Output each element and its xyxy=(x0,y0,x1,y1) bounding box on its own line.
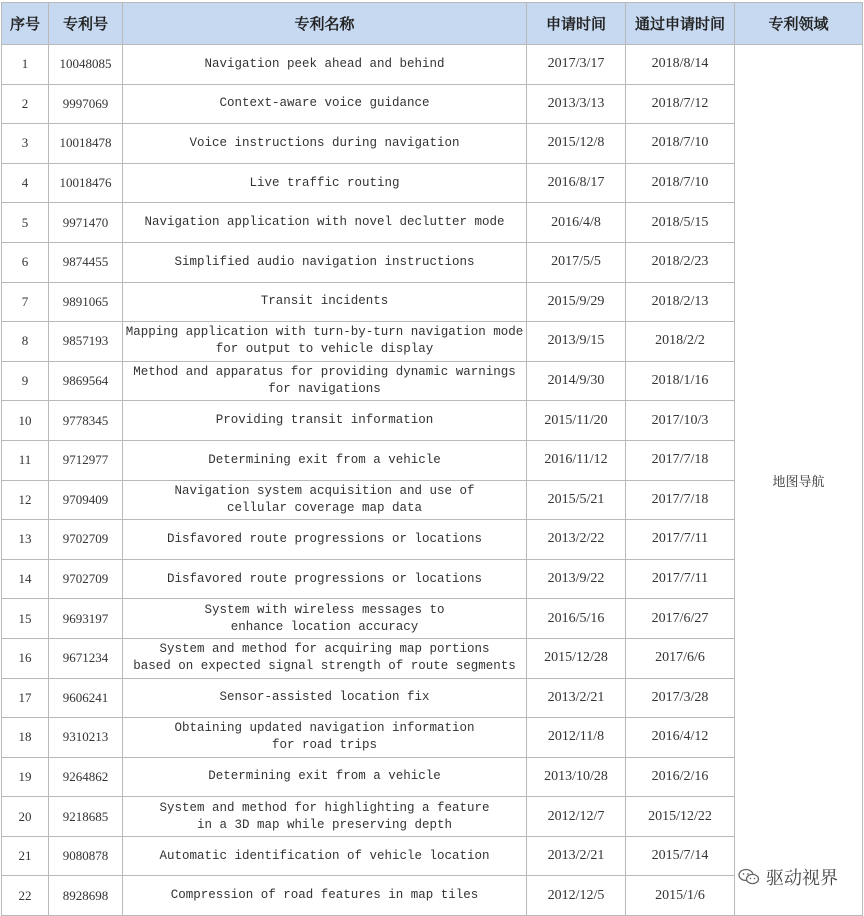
header-patent-name: 专利名称 xyxy=(123,3,527,45)
apply-date: 2015/9/29 xyxy=(527,282,626,322)
header-apply-date: 申请时间 xyxy=(527,3,626,45)
row-index: 2 xyxy=(2,84,49,124)
granted-date: 2018/7/10 xyxy=(626,124,735,164)
patent-number: 9702709 xyxy=(49,559,123,599)
patent-name: Navigation system acquisition and use of cellular coverage map data xyxy=(123,480,527,520)
apply-date: 2012/12/7 xyxy=(527,797,626,837)
granted-date: 2018/5/15 xyxy=(626,203,735,243)
row-index: 1 xyxy=(2,45,49,85)
patent-number: 9606241 xyxy=(49,678,123,718)
granted-date: 2017/6/27 xyxy=(626,599,735,639)
patent-name: System and method for acquiring map portions based on expected signal strength of route segments xyxy=(123,638,527,678)
patent-name: Obtaining updated navigation information for road trips xyxy=(123,718,527,758)
patent-number: 9310213 xyxy=(49,718,123,758)
table-row xyxy=(2,836,863,876)
row-index: 8 xyxy=(2,322,49,362)
patent-name: Simplified audio navigation instructions xyxy=(123,242,527,282)
patent-number: 9891065 xyxy=(49,282,123,322)
granted-date: 2017/7/18 xyxy=(626,440,735,480)
patent-number: 9671234 xyxy=(49,638,123,678)
patent-name: Navigation peek ahead and behind xyxy=(123,45,527,85)
table-row xyxy=(2,757,863,797)
table-row xyxy=(2,599,863,639)
patent-name: Disfavored route progressions or locations xyxy=(123,559,527,599)
patent-number: 9857193 xyxy=(49,322,123,362)
patent-name: Sensor-assisted location fix xyxy=(123,678,527,718)
patent-number: 10018478 xyxy=(49,124,123,164)
patent-number: 9693197 xyxy=(49,599,123,639)
row-index: 12 xyxy=(2,480,49,520)
table-row xyxy=(2,361,863,401)
granted-date: 2017/3/28 xyxy=(626,678,735,718)
table-row xyxy=(2,678,863,718)
table-row xyxy=(2,242,863,282)
patent-number: 9218685 xyxy=(49,797,123,837)
row-index: 19 xyxy=(2,757,49,797)
granted-date: 2018/2/13 xyxy=(626,282,735,322)
granted-date: 2017/7/11 xyxy=(626,520,735,560)
apply-date: 2016/4/8 xyxy=(527,203,626,243)
row-index: 5 xyxy=(2,203,49,243)
table-row xyxy=(2,124,863,164)
patent-name: Live traffic routing xyxy=(123,163,527,203)
patent-number: 10018476 xyxy=(49,163,123,203)
patent-number: 9264862 xyxy=(49,757,123,797)
apply-date: 2015/11/20 xyxy=(527,401,626,441)
granted-date: 2017/6/6 xyxy=(626,638,735,678)
patent-name: Transit incidents xyxy=(123,282,527,322)
row-index: 21 xyxy=(2,836,49,876)
apply-date: 2012/12/5 xyxy=(527,876,626,916)
row-index: 15 xyxy=(2,599,49,639)
header-index: 序号 xyxy=(2,3,49,45)
patent-number: 9869564 xyxy=(49,361,123,401)
patent-name: Method and apparatus for providing dynamic warnings for navigations xyxy=(123,361,527,401)
row-index: 18 xyxy=(2,718,49,758)
apply-date: 2016/8/17 xyxy=(527,163,626,203)
row-index: 3 xyxy=(2,124,49,164)
apply-date: 2017/5/5 xyxy=(527,242,626,282)
table-row xyxy=(2,638,863,678)
table-row xyxy=(2,520,863,560)
apply-date: 2014/9/30 xyxy=(527,361,626,401)
granted-date: 2015/1/6 xyxy=(626,876,735,916)
table-row xyxy=(2,718,863,758)
granted-date: 2018/2/2 xyxy=(626,322,735,362)
granted-date: 2017/7/18 xyxy=(626,480,735,520)
wechat-icon xyxy=(738,868,760,886)
table-row xyxy=(2,203,863,243)
apply-date: 2013/9/22 xyxy=(527,559,626,599)
row-index: 14 xyxy=(2,559,49,599)
patent-name: Determining exit from a vehicle xyxy=(123,757,527,797)
watermark-text: 驱动视界 xyxy=(766,868,838,889)
header-patent-number: 专利号 xyxy=(49,3,123,45)
granted-date: 2017/7/11 xyxy=(626,559,735,599)
patent-name: System with wireless messages to enhance location accuracy xyxy=(123,599,527,639)
granted-date: 2018/7/12 xyxy=(626,84,735,124)
row-index: 10 xyxy=(2,401,49,441)
apply-date: 2017/3/17 xyxy=(527,45,626,85)
apply-date: 2013/2/21 xyxy=(527,836,626,876)
patent-field: 地图导航 xyxy=(735,45,863,916)
table-row xyxy=(2,876,863,916)
row-index: 4 xyxy=(2,163,49,203)
row-index: 22 xyxy=(2,876,49,916)
patent-number: 10048085 xyxy=(49,45,123,85)
granted-date: 2016/4/12 xyxy=(626,718,735,758)
granted-date: 2015/7/14 xyxy=(626,836,735,876)
patent-number: 9971470 xyxy=(49,203,123,243)
granted-date: 2017/10/3 xyxy=(626,401,735,441)
patent-name: Providing transit information xyxy=(123,401,527,441)
patent-name: Voice instructions during navigation xyxy=(123,124,527,164)
patent-name: Compression of road features in map tiles xyxy=(123,876,527,916)
patent-name: Mapping application with turn-by-turn navigation mode for output to vehicle display xyxy=(123,322,527,362)
patent-number: 9874455 xyxy=(49,242,123,282)
table-row xyxy=(2,282,863,322)
granted-date: 2016/2/16 xyxy=(626,757,735,797)
patent-table xyxy=(1,2,863,916)
header-field: 专利领域 xyxy=(735,3,863,45)
row-index: 16 xyxy=(2,638,49,678)
apply-date: 2013/2/21 xyxy=(527,678,626,718)
table-row xyxy=(2,797,863,837)
table-row xyxy=(2,322,863,362)
patent-number: 9712977 xyxy=(49,440,123,480)
patent-number: 9778345 xyxy=(49,401,123,441)
granted-date: 2018/7/10 xyxy=(626,163,735,203)
table-row xyxy=(2,163,863,203)
watermark xyxy=(738,864,838,890)
patent-number: 8928698 xyxy=(49,876,123,916)
table-row xyxy=(2,401,863,441)
patent-name: Automatic identification of vehicle location xyxy=(123,836,527,876)
table-row xyxy=(2,440,863,480)
patent-number: 9709409 xyxy=(49,480,123,520)
apply-date: 2015/12/28 xyxy=(527,638,626,678)
table-row xyxy=(2,84,863,124)
patent-name: Navigation application with novel declutter mode xyxy=(123,203,527,243)
granted-date: 2018/1/16 xyxy=(626,361,735,401)
row-index: 11 xyxy=(2,440,49,480)
row-index: 6 xyxy=(2,242,49,282)
granted-date: 2015/12/22 xyxy=(626,797,735,837)
apply-date: 2013/10/28 xyxy=(527,757,626,797)
table-row xyxy=(2,480,863,520)
patent-name: Determining exit from a vehicle xyxy=(123,440,527,480)
apply-date: 2016/11/12 xyxy=(527,440,626,480)
row-index: 20 xyxy=(2,797,49,837)
table-row xyxy=(2,559,863,599)
granted-date: 2018/2/23 xyxy=(626,242,735,282)
patent-number: 9997069 xyxy=(49,84,123,124)
table-row xyxy=(2,45,863,85)
apply-date: 2015/5/21 xyxy=(527,480,626,520)
apply-date: 2015/12/8 xyxy=(527,124,626,164)
header-row xyxy=(2,3,863,45)
patent-name: Disfavored route progressions or locations xyxy=(123,520,527,560)
row-index: 7 xyxy=(2,282,49,322)
row-index: 13 xyxy=(2,520,49,560)
apply-date: 2013/2/22 xyxy=(527,520,626,560)
apply-date: 2013/9/15 xyxy=(527,322,626,362)
row-index: 17 xyxy=(2,678,49,718)
row-index: 9 xyxy=(2,361,49,401)
patent-number: 9080878 xyxy=(49,836,123,876)
header-granted-date: 通过申请时间 xyxy=(626,3,735,45)
patent-name: Context-aware voice guidance xyxy=(123,84,527,124)
apply-date: 2012/11/8 xyxy=(527,718,626,758)
patent-name: System and method for highlighting a feature in a 3D map while preserving depth xyxy=(123,797,527,837)
patent-number: 9702709 xyxy=(49,520,123,560)
apply-date: 2013/3/13 xyxy=(527,84,626,124)
apply-date: 2016/5/16 xyxy=(527,599,626,639)
granted-date: 2018/8/14 xyxy=(626,45,735,85)
